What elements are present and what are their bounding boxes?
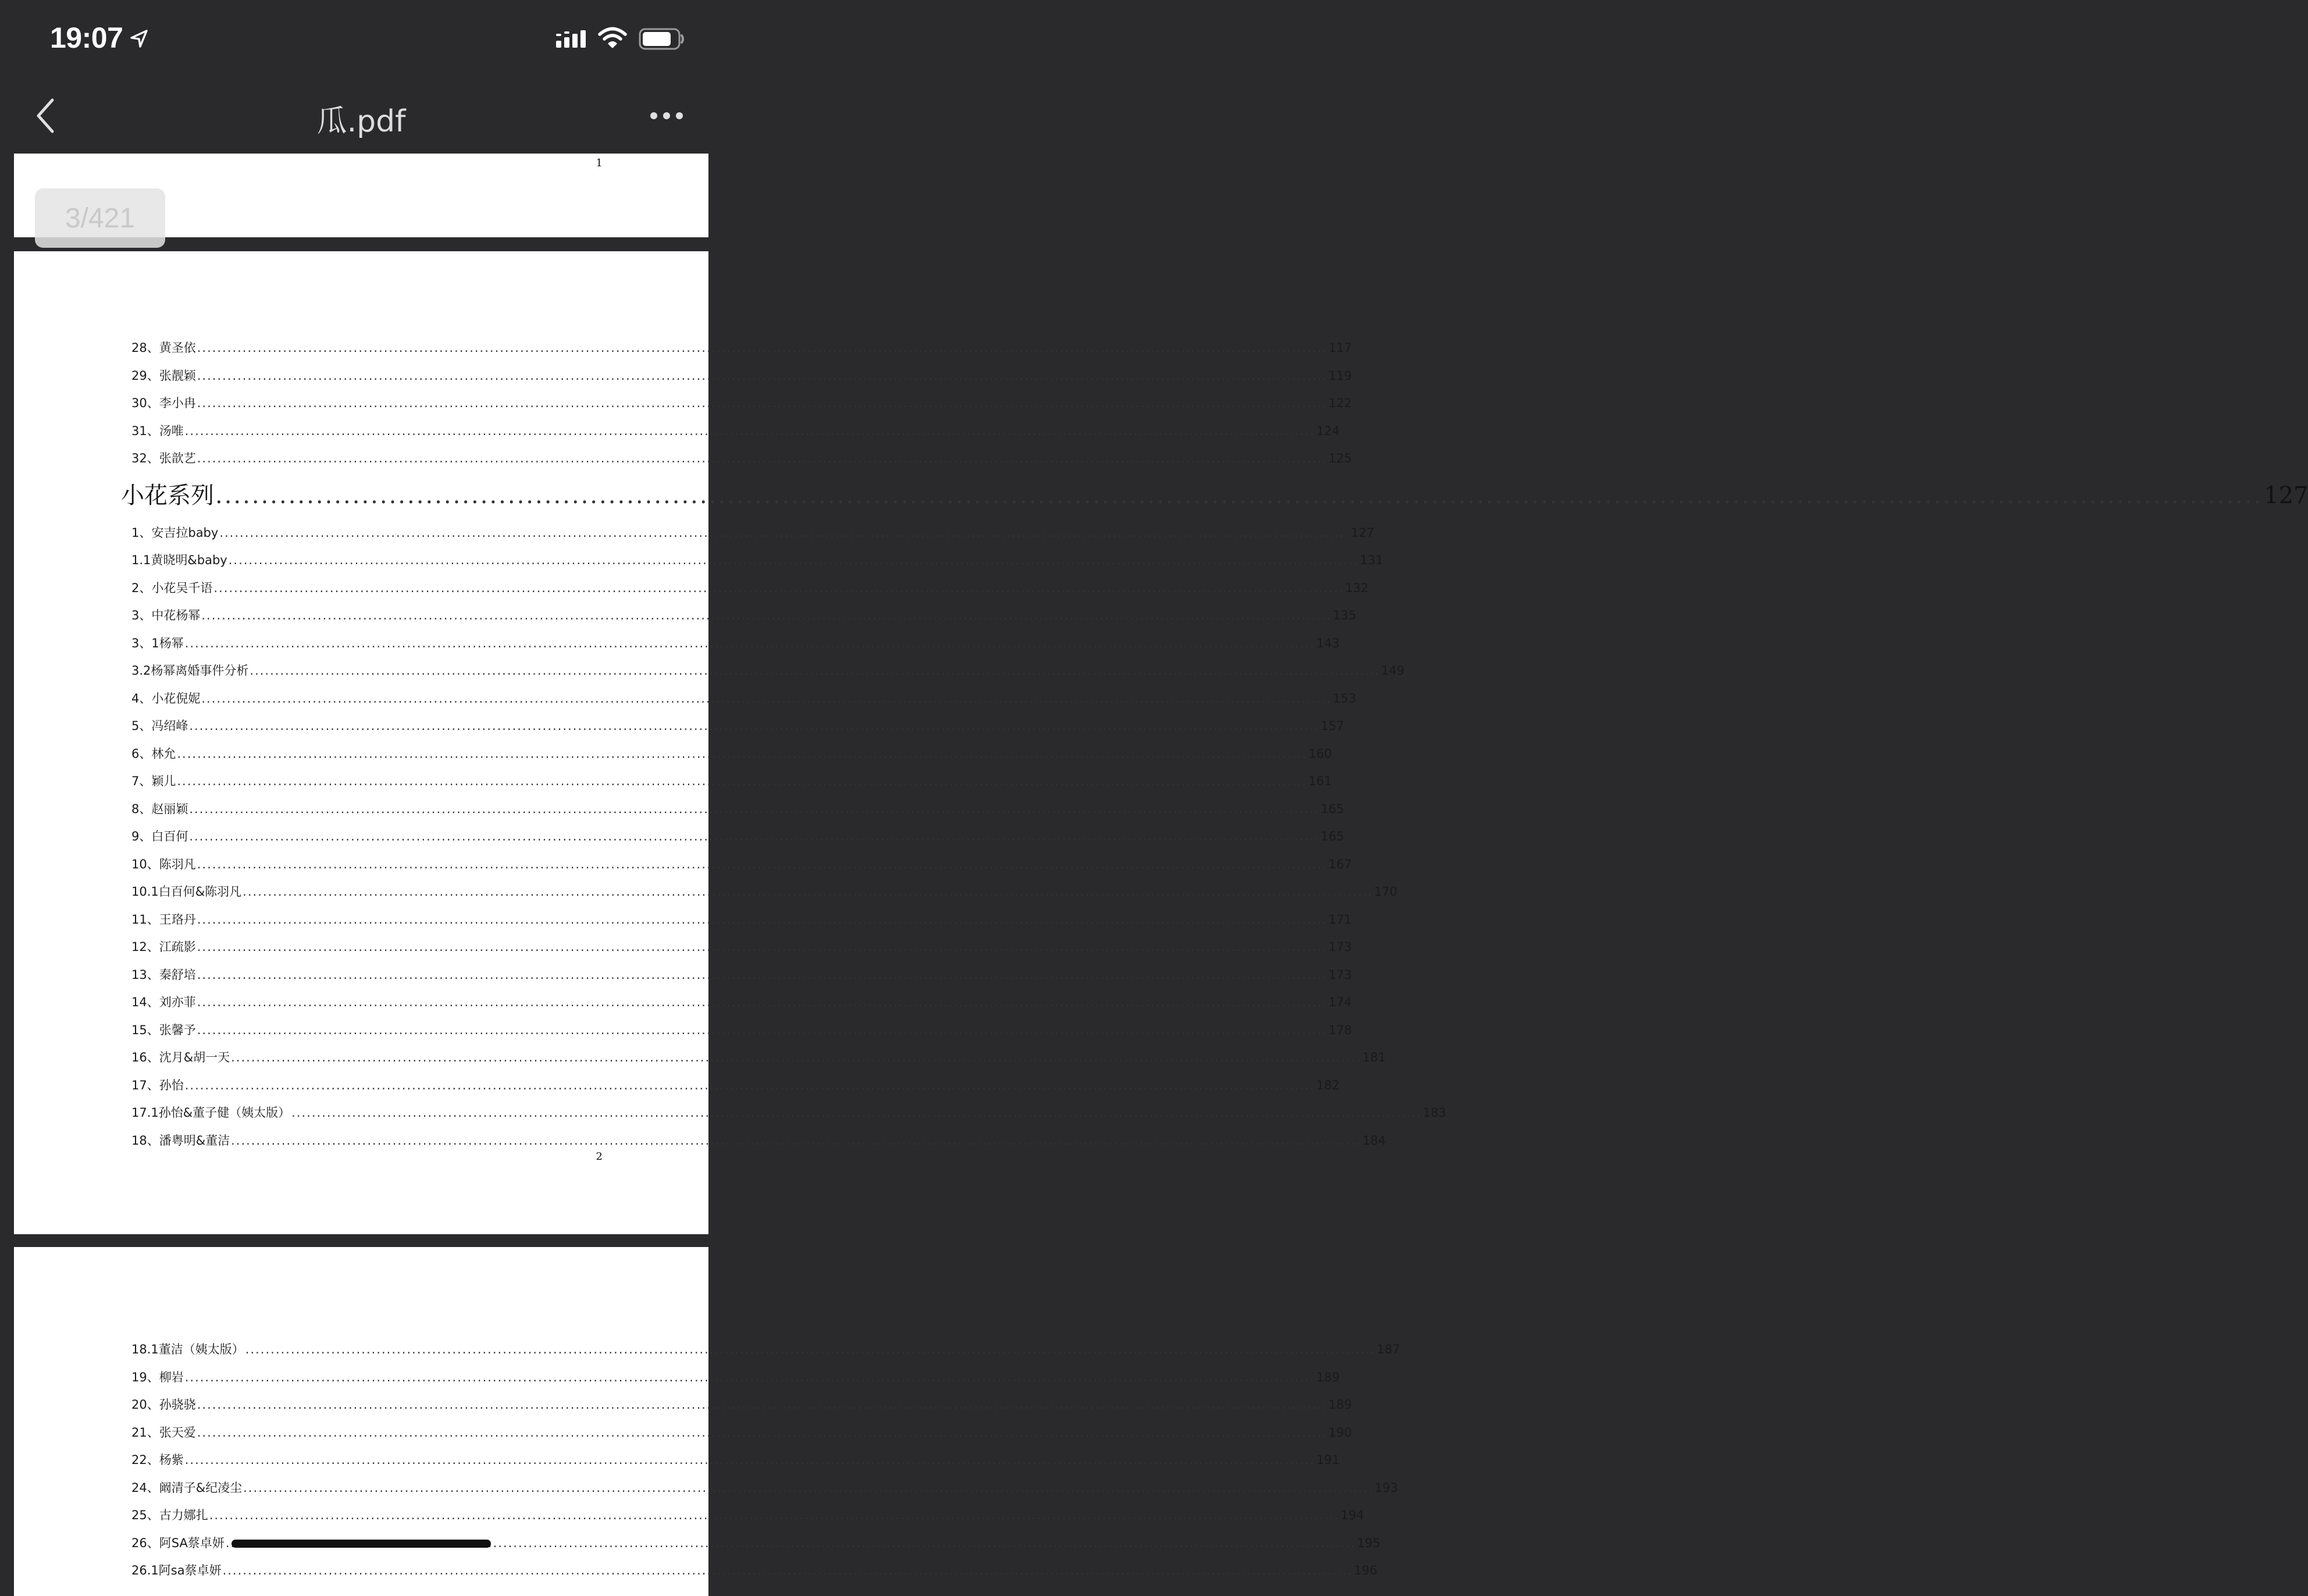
toc-leader-dots xyxy=(201,692,1331,706)
toc-entry[interactable] xyxy=(131,579,1369,607)
toc-leader-dots xyxy=(291,1106,1422,1120)
toc-entry[interactable] xyxy=(131,606,1356,634)
toc-entry-page: 187 xyxy=(1377,1342,1401,1356)
toc-entry-page: 189 xyxy=(1316,1370,1340,1384)
toc-entry-label: 9、白百何 xyxy=(131,829,188,843)
document-title: 瓜.pdf xyxy=(316,104,406,139)
toc-entry-label: 17.1孙怡&董子健（姨太版） xyxy=(131,1106,291,1120)
toc-entry-label: 16、沈月&胡一天 xyxy=(131,1050,230,1064)
toc-leader-dots xyxy=(197,1023,1327,1037)
toc-entry-label: 28、黄圣依 xyxy=(131,341,196,355)
toc-entry-page: 193 xyxy=(1374,1480,1398,1495)
toc-entry[interactable] xyxy=(131,1395,1352,1423)
toc-leader-dots xyxy=(219,526,1349,540)
toc-entry-label: 32、张歆艺 xyxy=(131,451,196,465)
status-bar xyxy=(0,0,722,78)
toc-entry-page: 173 xyxy=(1328,967,1352,982)
toc-leader-dots xyxy=(243,885,1373,899)
toc-entry-label: 1.1黄晓明&baby xyxy=(131,553,227,567)
toc-entry-label: 19、柳岩 xyxy=(131,1370,184,1384)
toc-leader-dots xyxy=(213,581,1344,595)
toc-leader-dots xyxy=(197,341,1327,355)
toc-leader-dots xyxy=(197,451,1327,465)
pdf-page-2 xyxy=(14,251,2308,1234)
toc-entry-label: 17、孙怡 xyxy=(131,1078,184,1092)
toc-entry-page: 181 xyxy=(1362,1050,1386,1064)
toc-leader-dots xyxy=(185,636,1315,650)
toc-entry-page: 119 xyxy=(1328,368,1352,383)
toc-entry[interactable] xyxy=(131,551,1384,579)
toc-entry-label: 4、小花倪妮 xyxy=(131,691,201,706)
toc-leader-dots xyxy=(197,396,1327,410)
toc-entry-label: 14、刘亦菲 xyxy=(131,995,196,1009)
toc-entry-label: 6、林允 xyxy=(131,746,176,761)
toc-entry[interactable] xyxy=(131,800,1344,828)
toc-entry-page: 131 xyxy=(1360,553,1384,567)
toc-leader-dots xyxy=(185,424,1315,438)
toc-entry-page: 195 xyxy=(1357,1536,1381,1550)
toc-entry-page: 165 xyxy=(1320,801,1344,816)
toc-entry-page: 173 xyxy=(1328,940,1352,954)
toc-entry[interactable] xyxy=(131,1479,1398,1506)
status-time: 19:07 xyxy=(50,22,123,54)
toc-entry-label: 1、安吉拉baby xyxy=(131,525,219,540)
toc-section-heading[interactable] xyxy=(121,477,2308,523)
toc-entry[interactable] xyxy=(131,1048,1386,1076)
toc-entry[interactable] xyxy=(131,1340,1401,1368)
toc-entry[interactable] xyxy=(131,1103,1447,1131)
toc-entry[interactable] xyxy=(131,523,1374,551)
toc-leader-dots xyxy=(185,1453,1315,1467)
toc-entry-label: 5、冯绍峰 xyxy=(131,719,188,733)
toc-leader-dots xyxy=(250,664,1380,678)
toc-entry-page: 125 xyxy=(1328,451,1352,465)
toc-entry[interactable] xyxy=(131,827,1344,855)
toc-leader-dots xyxy=(197,940,1327,954)
toc-entry[interactable] xyxy=(131,966,1352,993)
toc-entry[interactable] xyxy=(131,1131,1386,1159)
toc-entry-label: 18、潘粤明&董洁 xyxy=(131,1133,230,1148)
toc-leader-dots xyxy=(189,829,1319,843)
toc-entry[interactable] xyxy=(131,882,1398,910)
toc-entry-label: 8、赵丽颖 xyxy=(131,801,188,816)
toc-entry[interactable] xyxy=(131,1368,1340,1396)
toc-entry[interactable] xyxy=(131,910,1352,938)
toc-heading-page: 127 xyxy=(2264,482,2308,509)
toc-entry[interactable] xyxy=(131,449,1352,477)
toc-entry-page: 174 xyxy=(1328,995,1352,1009)
toc-entry[interactable] xyxy=(131,634,1340,662)
toc-entry-label: 26.1阿sa蔡卓妍 xyxy=(131,1563,222,1577)
battery-icon xyxy=(639,28,685,52)
toc-entry[interactable] xyxy=(131,855,1352,883)
toc-entry-page: 194 xyxy=(1341,1508,1365,1522)
toc-entry-label: 30、李小冉 xyxy=(131,396,196,410)
toc-entry-label: 22、杨紫 xyxy=(131,1453,184,1467)
toc-entry-label: 13、秦舒培 xyxy=(131,967,196,982)
toc-entry[interactable] xyxy=(131,689,1356,717)
toc-entry-label: 3、1杨幂 xyxy=(131,636,184,650)
navigation-bar xyxy=(0,78,722,154)
toc-leader-dots xyxy=(223,1563,1353,1577)
toc-entry-page: 149 xyxy=(1381,664,1405,678)
toc-leader-dots xyxy=(197,995,1327,1009)
toc-entry[interactable] xyxy=(131,339,1352,366)
toc-leader-dots xyxy=(185,1370,1315,1384)
home-indicator[interactable] xyxy=(231,1540,491,1548)
toc-leader-dots xyxy=(245,1342,1376,1356)
toc-entry[interactable] xyxy=(131,938,1352,966)
toc-entry[interactable] xyxy=(131,1076,1340,1104)
toc-leader-dots xyxy=(197,857,1327,871)
toc-leader-dots xyxy=(231,1134,1361,1148)
toc-entry[interactable] xyxy=(131,1506,1365,1534)
toc-entry[interactable] xyxy=(131,366,1352,394)
toc-entry[interactable] xyxy=(131,1561,1377,1589)
toc-leader-dots xyxy=(231,1050,1361,1064)
toc-entry-page: 135 xyxy=(1333,608,1356,622)
toc-entry-label: 29、张靓颖 xyxy=(131,368,196,383)
toc-entry-page: 143 xyxy=(1316,636,1340,650)
toc-entry[interactable] xyxy=(131,772,1332,800)
toc-leader-dots xyxy=(209,1508,1340,1522)
toc-leader-dots xyxy=(197,1398,1327,1412)
toc-entry-page: 122 xyxy=(1328,396,1352,410)
toc-entry-label: 21、张天爱 xyxy=(131,1425,196,1440)
toc-entry-page: 165 xyxy=(1320,829,1344,843)
table-of-contents xyxy=(131,1340,1401,1589)
toc-leader-dots xyxy=(189,802,1319,816)
toc-leader-dots xyxy=(197,1426,1327,1440)
toc-leader-dots xyxy=(229,553,1359,567)
toc-entry-label: 18.1董洁（姨太版） xyxy=(131,1342,244,1356)
toc-entry-page: 183 xyxy=(1423,1106,1447,1120)
toc-entry[interactable] xyxy=(131,394,1352,422)
toc-entry[interactable] xyxy=(131,1423,1352,1451)
toc-entry-page: 170 xyxy=(1374,885,1398,899)
toc-entry-page: 196 xyxy=(1354,1563,1377,1577)
cellular-signal-icon xyxy=(556,29,587,51)
toc-leader-dots xyxy=(197,913,1327,927)
toc-entry-page: 190 xyxy=(1328,1425,1352,1440)
toc-leader-dots xyxy=(197,968,1327,982)
location-arrow-icon xyxy=(129,29,149,51)
pdf-viewer[interactable] xyxy=(0,154,2308,1577)
toc-leader-dots xyxy=(189,719,1319,733)
toc-entry-page: 167 xyxy=(1328,857,1352,871)
toc-entry-label: 10、陈羽凡 xyxy=(131,857,196,871)
toc-entry-label: 15、张馨予 xyxy=(131,1023,196,1037)
toc-entry-page: 117 xyxy=(1328,341,1352,355)
toc-entry-label: 20、孙骁骁 xyxy=(131,1398,196,1412)
toc-entry-label: 2、小花吴千语 xyxy=(131,580,213,595)
toc-entry-label: 11、王珞丹 xyxy=(131,912,196,927)
toc-entry-page: 124 xyxy=(1316,423,1340,438)
toc-leader-dots xyxy=(201,608,1331,622)
more-options-icon[interactable] xyxy=(649,111,684,121)
toc-entry[interactable] xyxy=(131,422,1340,450)
toc-entry-page: 127 xyxy=(1351,525,1374,540)
toc-entry[interactable] xyxy=(131,744,1332,772)
toc-entry[interactable] xyxy=(131,717,1344,744)
toc-entry-page: 160 xyxy=(1308,746,1332,761)
toc-entry-label: 3、中花杨幂 xyxy=(131,608,201,622)
toc-entry-label: 26、阿SA蔡卓妍 xyxy=(131,1536,225,1550)
toc-entry-page: 171 xyxy=(1328,912,1352,927)
page-number: 1 xyxy=(596,157,603,169)
page-number: 2 xyxy=(596,1150,603,1163)
toc-entry-page: 182 xyxy=(1316,1078,1340,1092)
toc-entry-page: 132 xyxy=(1345,580,1369,595)
toc-entry-page: 161 xyxy=(1308,774,1332,788)
toc-leader-dots xyxy=(177,747,1307,761)
wifi-icon xyxy=(598,27,627,51)
toc-heading-label: 小花系列 xyxy=(121,482,214,509)
toc-leader-dots xyxy=(243,1481,1373,1495)
toc-entry-page: 153 xyxy=(1333,691,1356,706)
toc-entry[interactable] xyxy=(131,993,1352,1021)
toc-leader-dots xyxy=(177,774,1307,788)
toc-entry-label: 10.1白百何&陈羽凡 xyxy=(131,885,242,899)
toc-entry-label: 31、汤唯 xyxy=(131,423,184,438)
toc-entry-label: 7、颖儿 xyxy=(131,774,176,788)
toc-leader-dots xyxy=(185,1078,1315,1092)
toc-entry-label: 24、阚清子&纪凌尘 xyxy=(131,1480,243,1495)
toc-entry-label: 25、古力娜扎 xyxy=(131,1508,208,1522)
toc-entry-page: 189 xyxy=(1328,1398,1352,1412)
toc-leader-dots xyxy=(197,369,1327,383)
toc-entry-page: 191 xyxy=(1316,1453,1340,1467)
page-indicator: 3/421 xyxy=(35,188,165,248)
toc-entry-page: 184 xyxy=(1362,1133,1386,1148)
toc-entry[interactable] xyxy=(131,661,1405,689)
toc-entry[interactable] xyxy=(131,1021,1352,1049)
toc-entry-label: 12、江疏影 xyxy=(131,940,196,954)
table-of-contents xyxy=(121,339,2308,1159)
toc-entry[interactable] xyxy=(131,1451,1340,1479)
toc-entry-page: 178 xyxy=(1328,1023,1352,1037)
toc-entry-page: 157 xyxy=(1320,719,1344,733)
toc-entry-label: 3.2杨幂离婚事件分析 xyxy=(131,664,249,678)
toc-leader-dots xyxy=(215,482,2263,509)
